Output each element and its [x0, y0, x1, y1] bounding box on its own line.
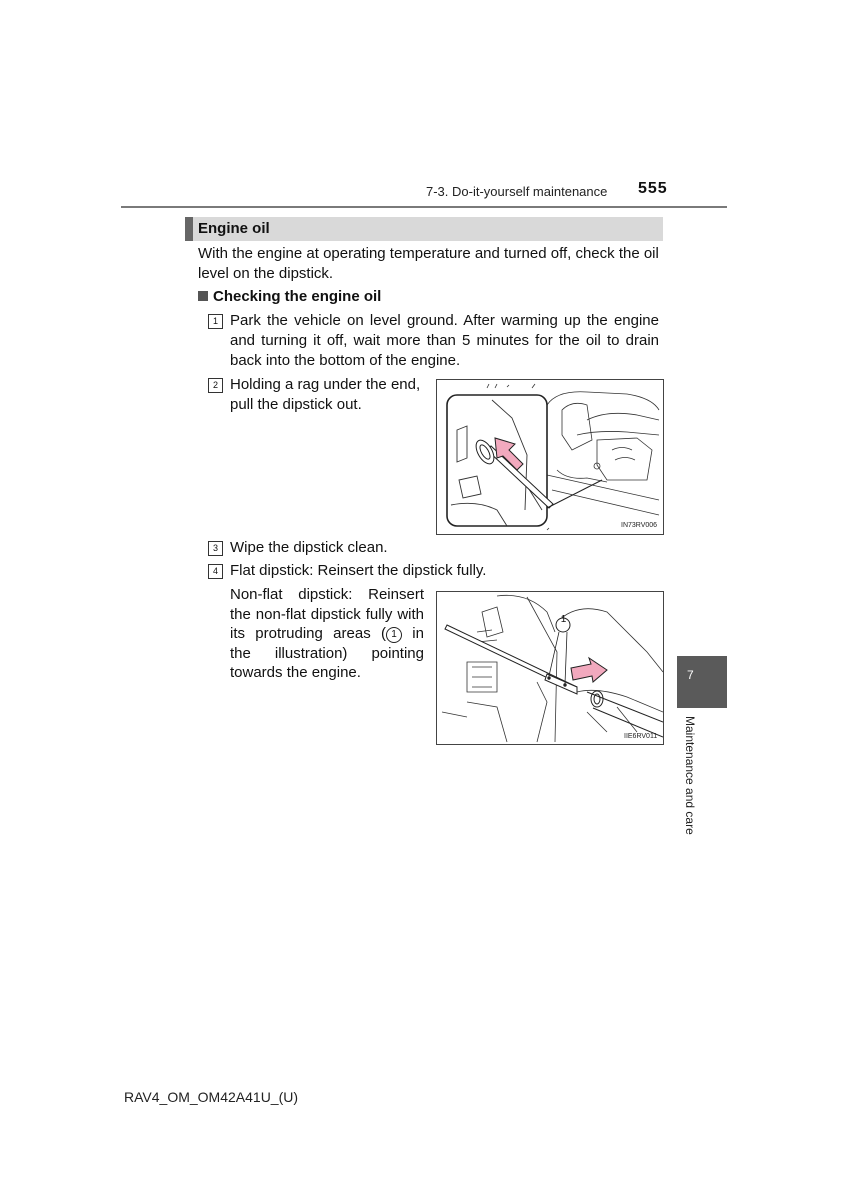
non-flat-text-after: in the illustration) pointing towards the engine.: [230, 625, 424, 681]
figure-reinsert-dipstick: [436, 591, 664, 745]
engine-bay-illustration-2: [437, 592, 663, 744]
non-flat-text-before: Non-flat dipstick: Reinsert the non-flat dipstick fully with its protruding areas (: [230, 586, 424, 642]
arrow-right-icon: [571, 658, 607, 682]
chapter-tab: [677, 656, 727, 708]
step-text-1: Park the vehicle on level ground. After warming up the engine and turning it off, wait more than 5 minutes for the oil to drain back into the bottom of the engine.: [230, 312, 659, 369]
section-title: Engine oil: [185, 217, 663, 241]
step-text-2: Holding a rag under the end, pull the dipstick out.: [230, 376, 421, 413]
callout-1-icon: [549, 618, 570, 684]
chapter-label: Maintenance and care: [683, 716, 697, 835]
figure-code-2: IIE6RV011: [624, 733, 658, 740]
chapter-number: 7: [687, 668, 694, 682]
square-bullet-icon: [198, 291, 208, 301]
intro-paragraph: With the engine at operating temperature and turned off, check the oil level on the dipstick.: [198, 245, 659, 282]
header-divider: [121, 206, 727, 208]
running-header-section: 7-3. Do-it-yourself maintenance: [426, 184, 608, 199]
non-flat-paragraph: [230, 585, 424, 683]
subheading: [198, 288, 381, 305]
step-text-4: Flat dipstick: Reinsert the dipstick fully.: [230, 562, 487, 579]
step-number-1: 1: [208, 314, 223, 329]
step-number-2: 2: [208, 378, 223, 393]
document-footer: RAV4_OM_OM42A41U_(U): [124, 1089, 299, 1105]
engine-bay-illustration-1: [437, 380, 663, 534]
step-number-3: 3: [208, 541, 223, 556]
callout-1-marker: 1: [386, 627, 402, 643]
page-number: 555: [638, 180, 668, 197]
figure-pull-dipstick: [436, 379, 664, 535]
subheading-text: Checking the engine oil: [213, 288, 382, 305]
step-number-4: 4: [208, 564, 223, 579]
figure-callout-number: 1: [560, 614, 567, 625]
figure-code-1: IN73RV006: [621, 522, 658, 529]
step-text-3: Wipe the dipstick clean.: [230, 539, 388, 556]
